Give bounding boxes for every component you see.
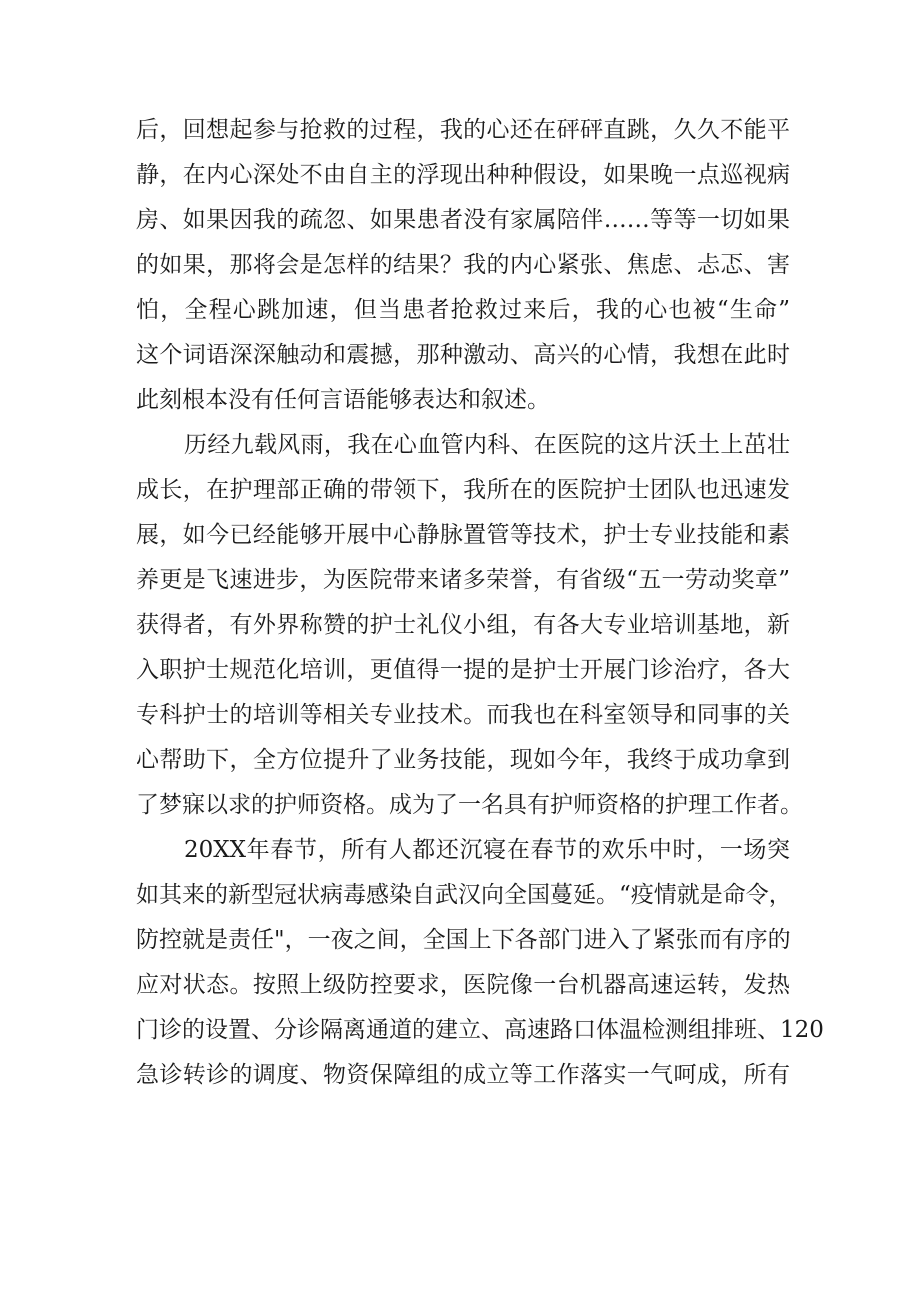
text-line: 了梦寐以求的护师资格。成为了一名具有护师资格的护理工作者。: [136, 792, 803, 818]
paragraph-start-line: 20XX年春节，所有人都还沉寝在春节的欢乐中时，一场突: [184, 837, 790, 863]
body-text: [136, 108, 824, 1098]
text-line: 这个词语深深触动和震撼，那种激动、高兴的心情，我想在此时: [136, 342, 790, 368]
text-line: 的如果，那将会是怎样的结果？我的内心紧张、焦虑、忐忑、害: [136, 252, 790, 278]
text-line: 门诊的设置、分诊隔离通道的建立、高速路口体温检测组排班、120: [136, 1017, 824, 1043]
text-line: 心帮助下，全方位提升了业务技能，现如今年，我终于成功拿到: [136, 747, 790, 773]
text-line: 此刻根本没有任何言语能够表达和叙述。: [136, 387, 550, 413]
text-line: 成长，在护理部正确的带领下，我所在的医院护士团队也迅速发: [136, 477, 790, 503]
paragraph-start-line: 历经九载风雨，我在心血管内科、在医院的这片沃土上茁壮: [184, 432, 790, 458]
text-line: 展，如今已经能够开展中心静脉置管等技术，护士专业技能和素: [136, 522, 790, 548]
text-line: 防控就是责任"，一夜之间，全国上下各部门进入了紧张而有序的: [136, 927, 791, 953]
text-line: 怕，全程心跳加速，但当患者抢救过来后，我的心也被“生命”: [136, 297, 790, 323]
text-line: 应对状态。按照上级防控要求，医院像一台机器高速运转，发热: [136, 972, 790, 998]
text-line: 专科护士的培训等相关专业技术。而我也在科室领导和同事的关: [136, 702, 790, 728]
text-line: 急诊转诊的调度、物资保障组的成立等工作落实一气呵成，所有: [136, 1062, 790, 1088]
text-line: 养更是飞速进步，为医院带来诸多荣誉，有省级“五一劳动奖章”: [136, 567, 790, 593]
text-line: 房、如果因我的疏忽、如果患者没有家属陪伴……等等一切如果: [136, 207, 790, 233]
text-line: 获得者，有外界称赞的护士礼仪小组，有各大专业培训基地，新: [136, 612, 790, 638]
text-line: 如其来的新型冠状病毒感染自武汉向全国蔓延。“疫情就是命令，: [136, 882, 792, 908]
text-line: 后，回想起参与抢救的过程，我的心还在砰砰直跳，久久不能平: [136, 117, 790, 143]
text-line: 静，在内心深处不由自主的浮现出种种假设，如果晚一点巡视病: [136, 162, 790, 188]
text-line: 入职护士规范化培训，更值得一提的是护士开展门诊治疗，各大: [136, 657, 790, 683]
